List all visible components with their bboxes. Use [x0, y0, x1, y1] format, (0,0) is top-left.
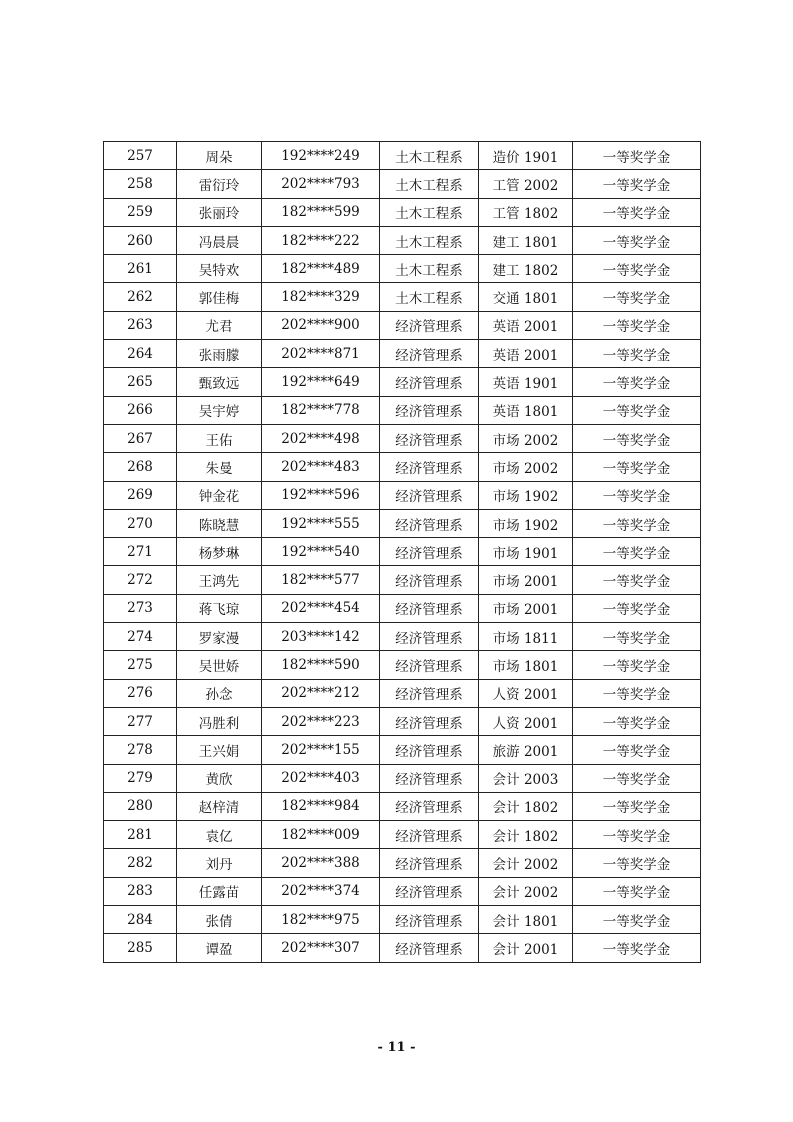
department-cell: 经济管理系 [380, 368, 479, 396]
student-id-cell: 202****454 [262, 594, 380, 622]
award-cell: 一等奖学金 [573, 934, 701, 962]
serial-number-cell: 265 [104, 368, 177, 396]
award-cell: 一等奖学金 [573, 623, 701, 651]
department-cell: 经济管理系 [380, 566, 479, 594]
table-row [104, 509, 701, 537]
student-id-cell: 202****388 [262, 849, 380, 877]
award-cell: 一等奖学金 [573, 679, 701, 707]
department-cell: 土木工程系 [380, 283, 479, 311]
table-row [104, 764, 701, 792]
student-id-cell: 182****778 [262, 396, 380, 424]
serial-number-cell: 280 [104, 792, 177, 820]
student-id-cell: 192****249 [262, 142, 380, 170]
class-cell: 市场 1902 [479, 481, 573, 509]
table-row [104, 142, 701, 170]
department-cell: 土木工程系 [380, 142, 479, 170]
serial-number-cell: 282 [104, 849, 177, 877]
award-cell: 一等奖学金 [573, 170, 701, 198]
student-id-cell: 202****498 [262, 424, 380, 452]
department-cell: 经济管理系 [380, 764, 479, 792]
student-name-cell: 王佑 [177, 424, 262, 452]
table-row [104, 453, 701, 481]
department-cell: 经济管理系 [380, 453, 479, 481]
student-id-cell: 182****984 [262, 792, 380, 820]
award-cell: 一等奖学金 [573, 198, 701, 226]
serial-number-cell: 270 [104, 509, 177, 537]
serial-number-cell: 261 [104, 255, 177, 283]
award-cell: 一等奖学金 [573, 424, 701, 452]
table-row [104, 679, 701, 707]
department-cell: 经济管理系 [380, 340, 479, 368]
serial-number-cell: 269 [104, 481, 177, 509]
table-row [104, 566, 701, 594]
class-cell: 市场 1901 [479, 538, 573, 566]
table-row [104, 877, 701, 905]
award-cell: 一等奖学金 [573, 142, 701, 170]
student-id-cell: 202****900 [262, 311, 380, 339]
department-cell: 经济管理系 [380, 623, 479, 651]
student-id-cell: 202****793 [262, 170, 380, 198]
department-cell: 土木工程系 [380, 255, 479, 283]
department-cell: 经济管理系 [380, 849, 479, 877]
class-cell: 会计 1802 [479, 821, 573, 849]
award-cell: 一等奖学金 [573, 594, 701, 622]
class-cell: 英语 1801 [479, 396, 573, 424]
student-name-cell: 朱曼 [177, 453, 262, 481]
student-name-cell: 张倩 [177, 906, 262, 934]
table-row [104, 424, 701, 452]
department-cell: 经济管理系 [380, 821, 479, 849]
department-cell: 经济管理系 [380, 707, 479, 735]
student-id-cell: 202****223 [262, 707, 380, 735]
award-cell: 一等奖学金 [573, 849, 701, 877]
department-cell: 土木工程系 [380, 170, 479, 198]
table-row [104, 594, 701, 622]
student-id-cell: 202****155 [262, 736, 380, 764]
class-cell: 市场 2001 [479, 566, 573, 594]
table-row [104, 736, 701, 764]
student-id-cell: 192****555 [262, 509, 380, 537]
serial-number-cell: 272 [104, 566, 177, 594]
student-name-cell: 赵梓清 [177, 792, 262, 820]
class-cell: 市场 2001 [479, 594, 573, 622]
table-row [104, 340, 701, 368]
student-name-cell: 钟金花 [177, 481, 262, 509]
serial-number-cell: 276 [104, 679, 177, 707]
student-id-cell: 202****403 [262, 764, 380, 792]
class-cell: 市场 2002 [479, 453, 573, 481]
student-id-cell: 182****975 [262, 906, 380, 934]
student-id-cell: 202****871 [262, 340, 380, 368]
class-cell: 市场 1801 [479, 651, 573, 679]
department-cell: 经济管理系 [380, 396, 479, 424]
student-name-cell: 王兴娟 [177, 736, 262, 764]
student-id-cell: 182****222 [262, 226, 380, 254]
department-cell: 经济管理系 [380, 424, 479, 452]
award-cell: 一等奖学金 [573, 651, 701, 679]
serial-number-cell: 285 [104, 934, 177, 962]
table-row [104, 792, 701, 820]
serial-number-cell: 284 [104, 906, 177, 934]
serial-number-cell: 277 [104, 707, 177, 735]
department-cell: 经济管理系 [380, 651, 479, 679]
department-cell: 经济管理系 [380, 792, 479, 820]
student-name-cell: 吴世娇 [177, 651, 262, 679]
class-cell: 会计 2001 [479, 934, 573, 962]
student-name-cell: 甄致远 [177, 368, 262, 396]
table-row [104, 255, 701, 283]
table-row [104, 396, 701, 424]
student-name-cell: 罗家漫 [177, 623, 262, 651]
table-row [104, 538, 701, 566]
student-name-cell: 张丽玲 [177, 198, 262, 226]
serial-number-cell: 264 [104, 340, 177, 368]
award-cell: 一等奖学金 [573, 255, 701, 283]
student-name-cell: 谭盈 [177, 934, 262, 962]
table-row [104, 906, 701, 934]
department-cell: 经济管理系 [380, 736, 479, 764]
student-name-cell: 郭佳梅 [177, 283, 262, 311]
class-cell: 会计 2002 [479, 849, 573, 877]
class-cell: 英语 2001 [479, 311, 573, 339]
award-cell: 一等奖学金 [573, 368, 701, 396]
department-cell: 经济管理系 [380, 906, 479, 934]
student-id-cell: 202****374 [262, 877, 380, 905]
serial-number-cell: 273 [104, 594, 177, 622]
serial-number-cell: 262 [104, 283, 177, 311]
class-cell: 英语 1901 [479, 368, 573, 396]
student-name-cell: 任露苗 [177, 877, 262, 905]
class-cell: 交通 1801 [479, 283, 573, 311]
student-id-cell: 202****483 [262, 453, 380, 481]
award-cell: 一等奖学金 [573, 877, 701, 905]
student-id-cell: 182****577 [262, 566, 380, 594]
student-name-cell: 袁亿 [177, 821, 262, 849]
award-cell: 一等奖学金 [573, 792, 701, 820]
scholarship-table-body [104, 142, 701, 963]
class-cell: 旅游 2001 [479, 736, 573, 764]
department-cell: 经济管理系 [380, 538, 479, 566]
serial-number-cell: 283 [104, 877, 177, 905]
table-row [104, 934, 701, 962]
award-cell: 一等奖学金 [573, 821, 701, 849]
class-cell: 市场 2002 [479, 424, 573, 452]
award-cell: 一等奖学金 [573, 340, 701, 368]
class-cell: 工管 2002 [479, 170, 573, 198]
award-cell: 一等奖学金 [573, 311, 701, 339]
student-id-cell: 192****596 [262, 481, 380, 509]
serial-number-cell: 258 [104, 170, 177, 198]
award-cell: 一等奖学金 [573, 481, 701, 509]
table-row [104, 707, 701, 735]
serial-number-cell: 259 [104, 198, 177, 226]
student-name-cell: 王鸿先 [177, 566, 262, 594]
table-row [104, 651, 701, 679]
award-cell: 一等奖学金 [573, 538, 701, 566]
student-id-cell: 182****489 [262, 255, 380, 283]
serial-number-cell: 268 [104, 453, 177, 481]
table-row [104, 226, 701, 254]
student-id-cell: 202****307 [262, 934, 380, 962]
department-cell: 土木工程系 [380, 198, 479, 226]
serial-number-cell: 274 [104, 623, 177, 651]
serial-number-cell: 281 [104, 821, 177, 849]
award-cell: 一等奖学金 [573, 707, 701, 735]
student-id-cell: 182****009 [262, 821, 380, 849]
scholarship-table [103, 141, 701, 963]
serial-number-cell: 271 [104, 538, 177, 566]
class-cell: 英语 2001 [479, 340, 573, 368]
award-cell: 一等奖学金 [573, 396, 701, 424]
student-name-cell: 吴特欢 [177, 255, 262, 283]
class-cell: 会计 2003 [479, 764, 573, 792]
table-row [104, 368, 701, 396]
student-name-cell: 冯晨晨 [177, 226, 262, 254]
student-name-cell: 雷衍玲 [177, 170, 262, 198]
table-row [104, 821, 701, 849]
class-cell: 市场 1902 [479, 509, 573, 537]
table-row [104, 283, 701, 311]
table-row [104, 481, 701, 509]
student-id-cell: 182****329 [262, 283, 380, 311]
student-id-cell: 192****540 [262, 538, 380, 566]
class-cell: 人资 2001 [479, 679, 573, 707]
award-cell: 一等奖学金 [573, 906, 701, 934]
award-cell: 一等奖学金 [573, 764, 701, 792]
class-cell: 建工 1801 [479, 226, 573, 254]
table-row [104, 170, 701, 198]
page-number: - 11 - [377, 1040, 416, 1055]
student-name-cell: 周朵 [177, 142, 262, 170]
table-row [104, 311, 701, 339]
serial-number-cell: 257 [104, 142, 177, 170]
student-name-cell: 吴宇婷 [177, 396, 262, 424]
class-cell: 造价 1901 [479, 142, 573, 170]
student-id-cell: 203****142 [262, 623, 380, 651]
department-cell: 经济管理系 [380, 509, 479, 537]
student-name-cell: 杨梦琳 [177, 538, 262, 566]
department-cell: 经济管理系 [380, 679, 479, 707]
award-cell: 一等奖学金 [573, 736, 701, 764]
table-row [104, 849, 701, 877]
serial-number-cell: 260 [104, 226, 177, 254]
class-cell: 会计 2002 [479, 877, 573, 905]
serial-number-cell: 267 [104, 424, 177, 452]
class-cell: 人资 2001 [479, 707, 573, 735]
award-cell: 一等奖学金 [573, 226, 701, 254]
student-name-cell: 蒋飞琼 [177, 594, 262, 622]
class-cell: 建工 1802 [479, 255, 573, 283]
serial-number-cell: 275 [104, 651, 177, 679]
student-name-cell: 陈晓慧 [177, 509, 262, 537]
class-cell: 市场 1811 [479, 623, 573, 651]
table-row [104, 198, 701, 226]
serial-number-cell: 279 [104, 764, 177, 792]
student-id-cell: 192****649 [262, 368, 380, 396]
department-cell: 土木工程系 [380, 226, 479, 254]
serial-number-cell: 263 [104, 311, 177, 339]
class-cell: 会计 1801 [479, 906, 573, 934]
student-name-cell: 尤君 [177, 311, 262, 339]
award-cell: 一等奖学金 [573, 453, 701, 481]
serial-number-cell: 266 [104, 396, 177, 424]
department-cell: 经济管理系 [380, 877, 479, 905]
student-name-cell: 黄欣 [177, 764, 262, 792]
student-name-cell: 张雨朦 [177, 340, 262, 368]
department-cell: 经济管理系 [380, 481, 479, 509]
class-cell: 会计 1802 [479, 792, 573, 820]
student-name-cell: 刘丹 [177, 849, 262, 877]
award-cell: 一等奖学金 [573, 566, 701, 594]
department-cell: 经济管理系 [380, 934, 479, 962]
serial-number-cell: 278 [104, 736, 177, 764]
award-cell: 一等奖学金 [573, 283, 701, 311]
student-name-cell: 孙念 [177, 679, 262, 707]
student-id-cell: 182****590 [262, 651, 380, 679]
student-id-cell: 202****212 [262, 679, 380, 707]
table-row [104, 623, 701, 651]
student-name-cell: 冯胜利 [177, 707, 262, 735]
class-cell: 工管 1802 [479, 198, 573, 226]
student-id-cell: 182****599 [262, 198, 380, 226]
department-cell: 经济管理系 [380, 311, 479, 339]
award-cell: 一等奖学金 [573, 509, 701, 537]
department-cell: 经济管理系 [380, 594, 479, 622]
